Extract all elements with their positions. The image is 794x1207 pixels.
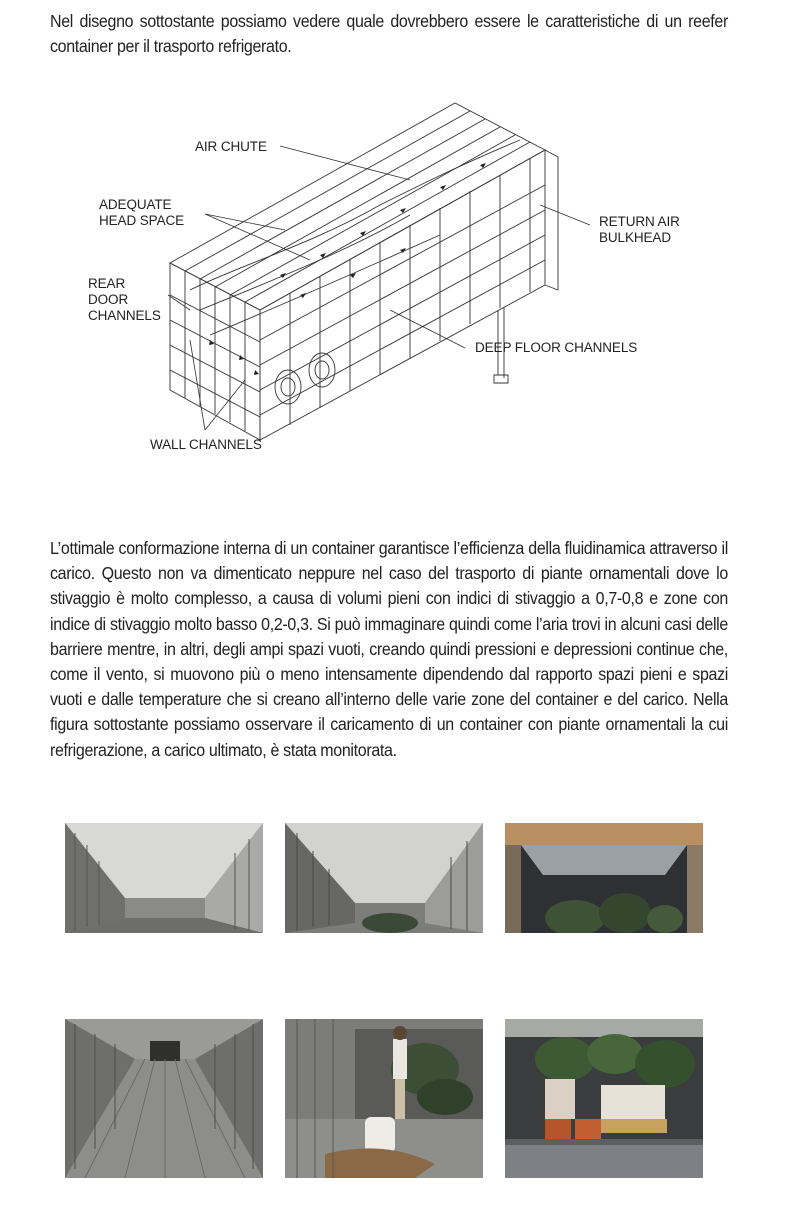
photo-container-empty-2 bbox=[285, 823, 483, 933]
photo-container-loaded-rear bbox=[505, 823, 703, 933]
photo-container-floor bbox=[65, 1019, 263, 1178]
body-paragraph: L’ottimale conformazione interna di un container garantisce l’efficienza della fluidinamica attraverso il carico. Questo non va dimenticato neppure nel caso del trasporto di piante ornamentali dove lo stivaggio è molto complesso, a causa di volumi pieni con indici di stivaggio a 0,7-0,8 e zone con indice di stivaggio molto basso 0,2-0,3. Si può immaginare quindi come l’aria trovi in alcuni casi delle barriere mentre, in altri, degli ampi spazi vuoti, creando quindi pressioni e depressioni continue che, come il vento, si muovono più o meno intensamente dipendendo dal rapporto spazi pieni e spazi vuoti e dalle temperature che si creano all’interno delle varie zone del container e del carico. Nella figura sottostante possiamo osservare il caricamento di un container con piante ornamentali la cui refrigerazione, a carico ultimato, è stata monitorata. bbox=[50, 538, 728, 760]
intro-paragraph: Nel disegno sottostante possiamo vedere quale dovrebbero essere le caratteristiche di un reefer container per il trasporto refrigerato. bbox=[50, 11, 728, 57]
label-air-chute: AIR CHUTE bbox=[195, 139, 267, 154]
photo-container-empty-1 bbox=[65, 823, 263, 933]
photo-container-loading-worker bbox=[285, 1019, 483, 1178]
reefer-container-diagram bbox=[80, 95, 720, 465]
reefer-container-drawing bbox=[80, 95, 720, 465]
photo-container-empty-1-image bbox=[65, 823, 263, 933]
photo-container-plants-loaded-image bbox=[505, 1019, 703, 1178]
photo-container-loaded-rear-image bbox=[505, 823, 703, 933]
label-return-air-bulkhead: RETURN AIR BULKHEAD bbox=[599, 214, 680, 245]
label-deep-floor-channels: DEEP FLOOR CHANNELS bbox=[475, 340, 638, 355]
photo-container-empty-2-image bbox=[285, 823, 483, 933]
photo-container-loading-worker-image bbox=[285, 1019, 483, 1178]
label-rear-door-channels: REAR DOOR CHANNELS bbox=[88, 276, 161, 323]
photo-container-plants-loaded bbox=[505, 1019, 703, 1178]
label-wall-channels: WALL CHANNELS bbox=[150, 437, 262, 452]
label-head-space: ADEQUATE HEAD SPACE bbox=[99, 197, 185, 228]
photo-container-floor-image bbox=[65, 1019, 263, 1178]
